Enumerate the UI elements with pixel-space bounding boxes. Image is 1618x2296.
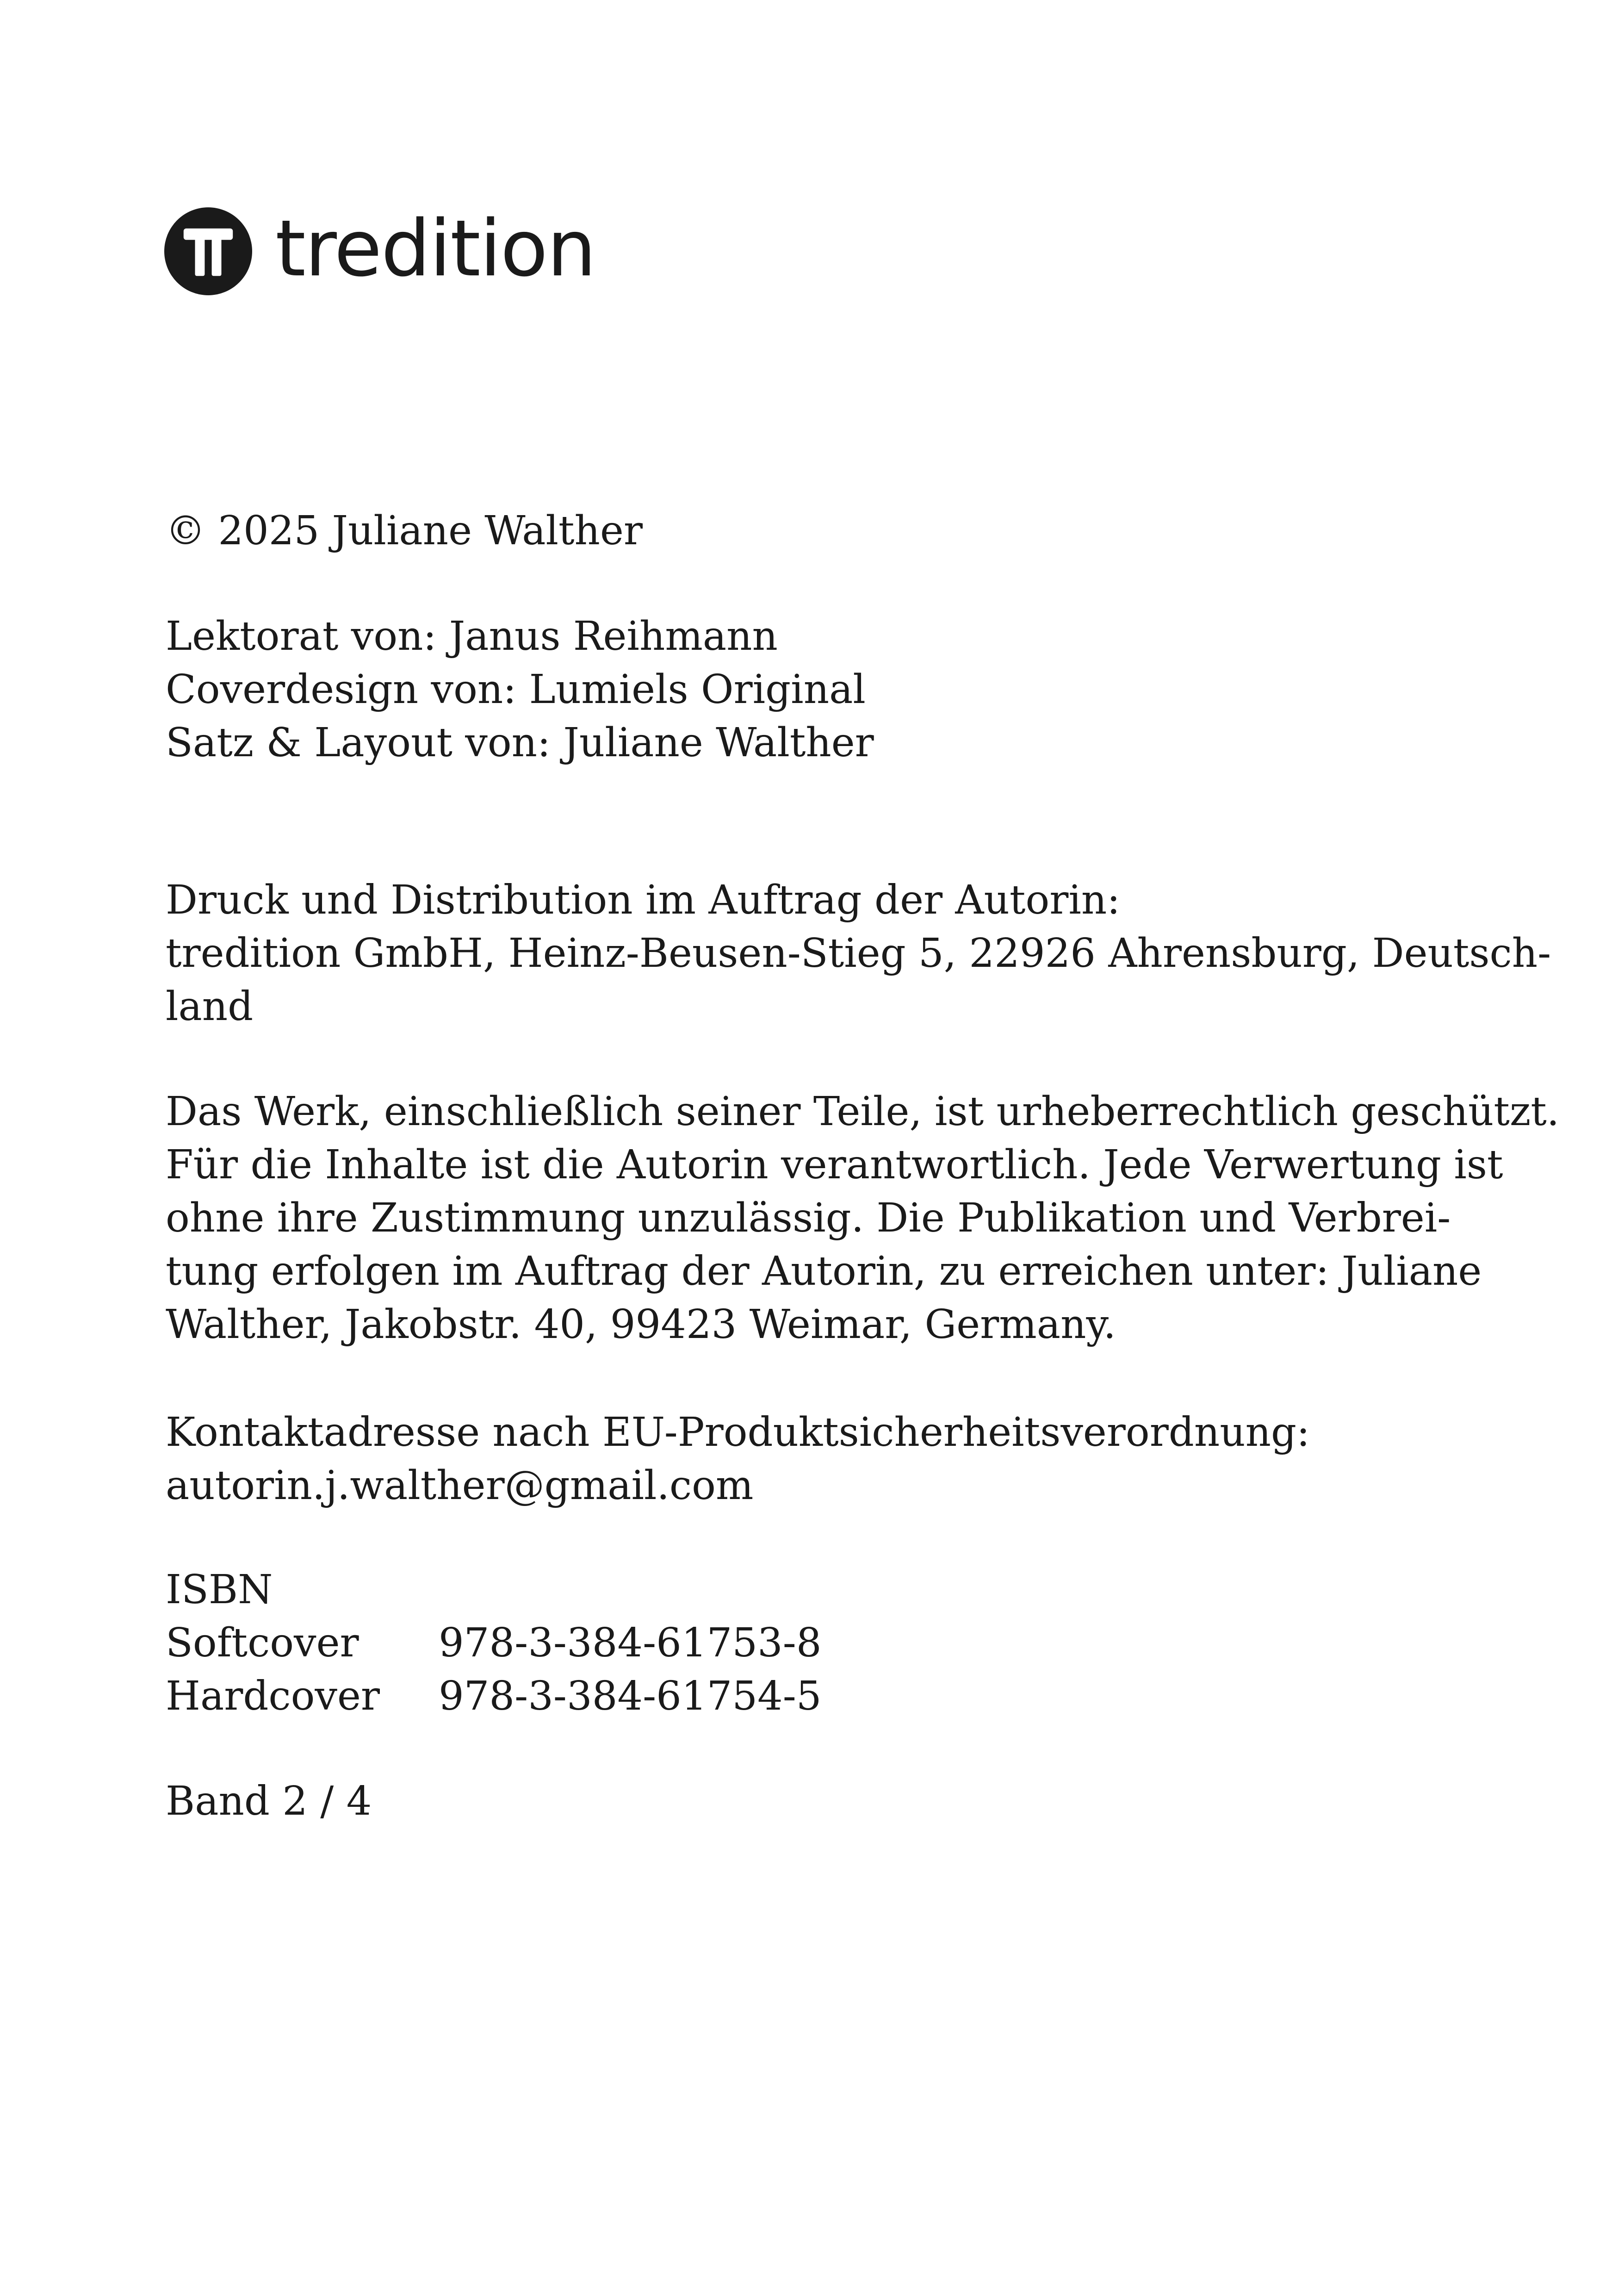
contact-block [166,1406,1438,1512]
credit-layout: Satz & Layout von: Juliane Walther [166,720,874,766]
isbn-number: 978-3-384-61754-5 [439,1673,822,1719]
credit-cover: Coverdesign von: Lumiels Original [166,666,866,713]
contact-email: autorin.j.walther@gmail.com [166,1462,754,1509]
notice-line: ohne ihre Zustimmung unzulässig. Die Publikation und Verbrei- [166,1195,1451,1241]
contact-heading: Kontaktadresse nach EU-Produktsicherheitsverordnung: [166,1409,1310,1456]
logo-wordmark: tredition [275,203,595,294]
isbn-label: Softcover [166,1620,359,1666]
notice-line: Das Werk, einschließlich seiner Teile, ist urheberrechtlich geschützt. [166,1089,1560,1135]
copyright-block [166,504,1438,558]
volume-number: Band 2 / 4 [166,1778,372,1824]
publisher-logo [164,203,595,295]
volume-block [166,1775,1438,1828]
notice-line: Für die Inhalte ist die Autorin verantwortlich. Jede Verwertung ist [166,1142,1503,1188]
copyright-line: © 2025 Juliane Walther [166,508,643,554]
isbn-block [166,1563,1438,1723]
isbn-label: Hardcover [166,1673,380,1719]
print-line: land [166,983,254,1030]
isbn-heading: ISBN [166,1567,273,1613]
credit-editor: Lektorat von: Janus Reihmann [166,613,778,660]
credits-block [166,610,1438,770]
notice-line: tung erfolgen im Auftrag der Autorin, zu erreichen unter: Juliane [166,1248,1482,1294]
print-distribution-block [166,874,1551,1033]
notice-line: Walther, Jakobstr. 40, 99423 Weimar, Germany. [166,1301,1116,1348]
isbn-row-hardcover [166,1670,1438,1723]
isbn-number: 978-3-384-61753-8 [439,1620,822,1666]
isbn-row-softcover [166,1617,1438,1670]
copyright-notice-block [166,1085,1560,1351]
tredition-logo-icon [164,207,252,295]
print-line: Druck und Distribution im Auftrag der Autorin: [166,877,1121,923]
print-line: tredition GmbH, Heinz-Beusen-Stieg 5, 22926 Ahrensburg, Deutsch- [166,930,1551,977]
